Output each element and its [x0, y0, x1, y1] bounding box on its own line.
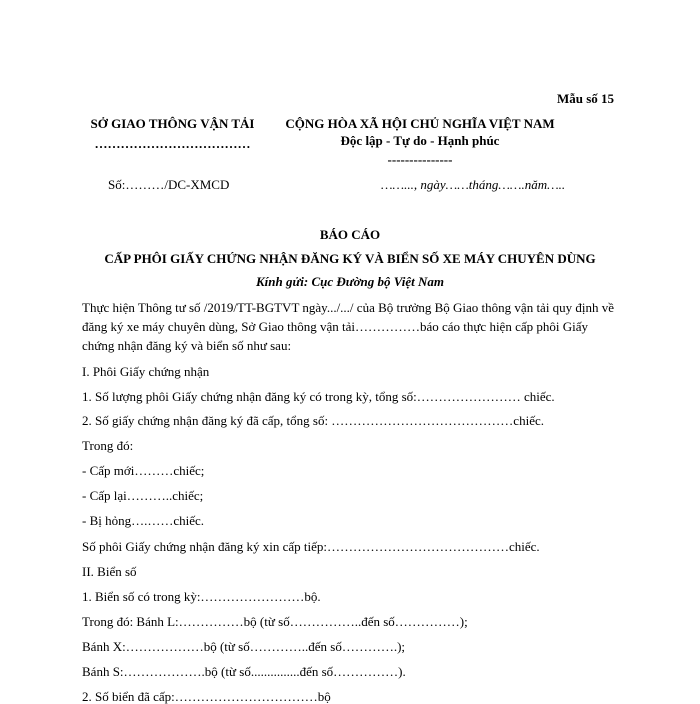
damaged-line: - Bị hỏng….……chiếc. — [82, 513, 205, 528]
republic-name: CỘNG HÒA XÃ HỘI CHỦ NGHĨA VIỆT NAM — [285, 116, 555, 131]
form-number: Mẫu số 15 — [557, 91, 615, 106]
plates-stock-line: 1. Biển số có trong kỳ:……………………bộ. — [82, 589, 321, 604]
plates-x-line: Bánh X:………………bộ (từ số…………..đến số………….); — [82, 639, 406, 654]
report-title: BÁO CÁO — [319, 227, 381, 242]
certificates-issued-line: 2. Số giấy chứng nhận đăng ký đã cấp, tổng số: ……………………………………chiếc. — [82, 413, 544, 428]
certificate-stock-line: 1. Số lượng phôi Giấy chứng nhận đăng ký có trong kỳ, tổng số:…………………… chiếc. — [82, 389, 555, 404]
plates-s-line: Bánh S:……………….bộ (từ số...............đến số……………). — [82, 664, 406, 679]
document-number: Số:………/DC-XMCD — [108, 177, 230, 192]
intro-paragraph: Thực hiện Thông tư số /2019/TT-BGTVT ngày.../.../ của Bộ trưởng Bộ Giao thông vận tải quy định về đăng ký xe máy chuyên dùng, Sở Giao thông vận tải……………báo cáo thực hiện cấp phôi Giấy chứng nhận đăng ký và biển số như sau: — [82, 300, 615, 353]
reissue-line: - Cấp lại………..chiếc; — [82, 488, 204, 503]
section-2-heading: II. Biển số — [82, 564, 137, 579]
request-more-line: Số phôi Giấy chứng nhận đăng ký xin cấp tiếp:……………………………………chiếc. — [82, 539, 540, 554]
plates-issued-line: 2. Số biển đã cấp:……………………………bộ — [82, 689, 331, 704]
report-subtitle: CẤP PHÔI GIẤY CHỨNG NHẬN ĐĂNG KÝ VÀ BIỂN SỐ XE MÁY CHUYÊN DÙNG — [104, 251, 596, 266]
agency-name: SỞ GIAO THÔNG VẬN TẢI — [90, 116, 255, 131]
breakdown-label: Trong đó: — [82, 438, 134, 453]
recipient: Kính gửi: Cục Đường bộ Việt Nam — [256, 274, 444, 289]
document-date: ……..., ngày……tháng…….năm….. — [381, 177, 566, 192]
new-issue-line: - Cấp mới………chiếc; — [82, 463, 205, 478]
plates-l-line: Trong đó: Bánh L:……………bộ (từ số……………..đến số……………); — [82, 614, 468, 629]
motto-rule: --------------- — [387, 152, 453, 167]
agency-dots: ……………………………… — [94, 136, 251, 151]
motto: Độc lập - Tự do - Hạnh phúc — [340, 133, 500, 148]
section-1-heading: I. Phôi Giấy chứng nhận — [82, 364, 210, 379]
